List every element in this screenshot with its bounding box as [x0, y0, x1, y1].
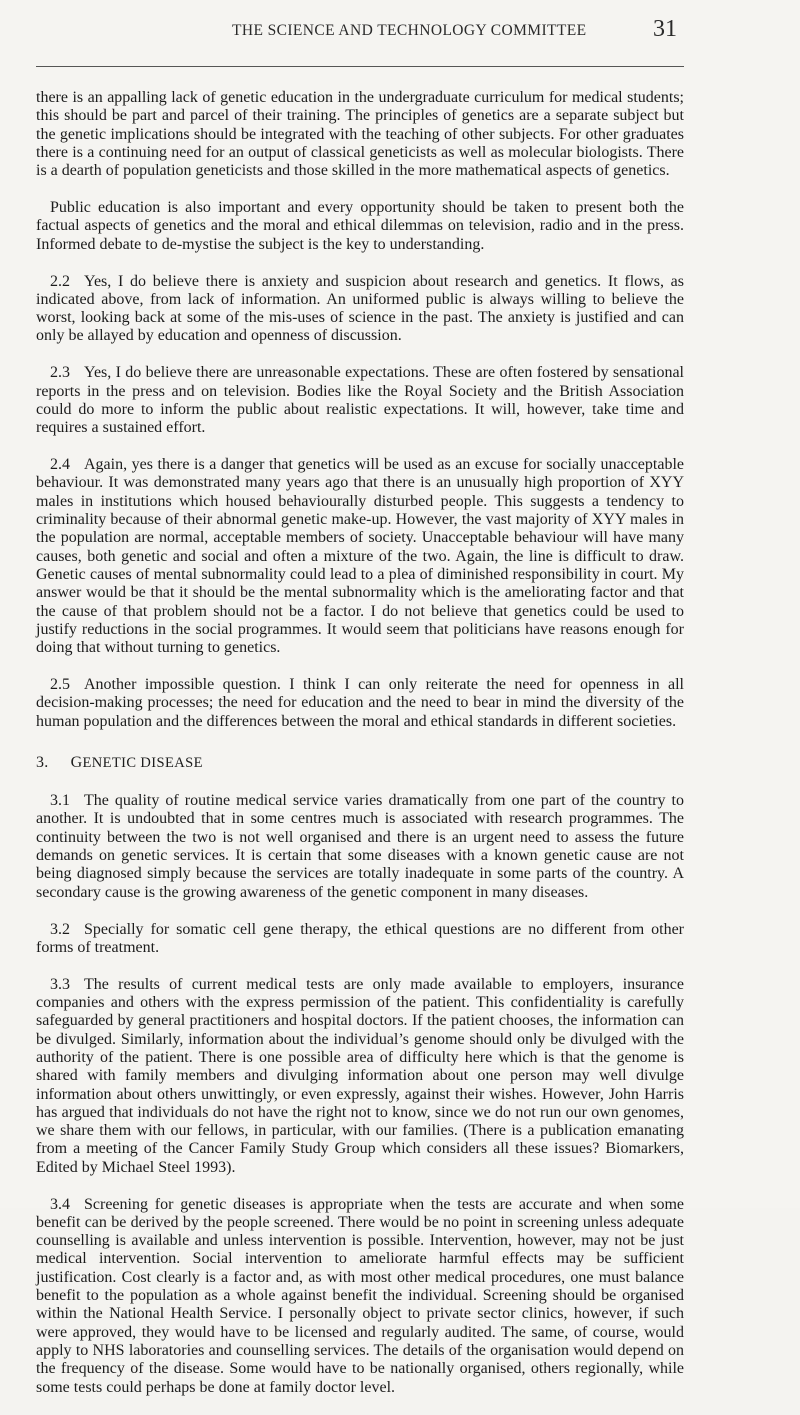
paragraph-number: 3.2 [50, 920, 70, 938]
section-title-initial: G [70, 753, 83, 771]
paragraph-2-4 [36, 456, 684, 657]
paragraph-text: Another impossible question. I think I can only reiterate the need for openness in all decision-making processes; the need for education and the need to bear in mind the diversity of the human population and the differences between the moral and ethical standards in different societies. [36, 675, 684, 730]
paragraph-public-education [36, 199, 684, 254]
section-number: 3. [36, 753, 49, 771]
paragraph-text: The quality of routine medical service varies dramatically from one part of the country to another. It is undoubted that in some centres much is associated with research programmes. The continuity between the two is not well organised and there is an urgent need to assess the future demands on genetic services. It is certain that some diseases with a known genetic cause are not being diagnosed simply because the services are totally inadequate in some parts of the country. A secondary cause is the growing awareness of the genetic component in many diseases. [36, 792, 684, 901]
paragraph-text: The results of current medical tests are only made available to employers, insurance companies and others with the express permission of the patient. This confidentiality is carefully safeguarded by general practitioners and hospital doctors. If the patient chooses, the information can be divulged. Similarly, information about the individual’s genome should only be divulged with the authority of the patient. There is one possible area of difficulty here which is that the genome is shared with family members and divulging information about one person may well divulge information about others unwittingly, or even expressly, against their wishes. However, John Harris has argued that individuals do not have the right not to know, since we do not run our own genomes, we share them with our fellows, in particular, with our families. (There is a publication emanating from a meeting of the Cancer Family Study Group which considers all these issues? Biomarkers, Edited by Michael Steel 1993). [36, 975, 684, 1176]
running-header [0, 18, 800, 46]
header-rule [36, 66, 684, 67]
paragraph-3-4 [36, 1196, 684, 1397]
paragraph-number: 3.3 [50, 975, 70, 993]
paragraph-2-5 [36, 676, 684, 731]
paragraph-text: Screening for genetic diseases is appropriate when the tests are accurate and when some benefit can be derived by the people screened. There would be no point in screening unless adequate counselling is available and unless intervention is possible. Intervention, however, may not be just medical intervention. Social intervention to ameliorate harmful effects may be sufficient justification. Cost clearly is a factor and, as with most other medical procedures, one must balance benefit to the population as a whole against benefit the individual. Screening should be organised within the National Health Service. I personally object to private sector clinics, however, if such were approved, they would have to be licensed and regularly audited. The same, of course, would apply to NHS laboratories and counselling services. The details of the organisation would depend on the frequency of the disease. Some would have to be nationally organised, others regionally, while some tests could perhaps be done at family doctor level. [36, 1195, 684, 1396]
paragraph-number: 2.3 [50, 364, 70, 382]
paragraph-intro: there is an appalling lack of genetic education in the undergraduate curriculum for medical students; this should be part and parcel of their training. The principles of genetics are a separate subject but the genetic implications should be integrated with the teaching of other subjects. For other graduates there is a continuing need for an output of classical geneticists as well as molecular biologists. There is a dearth of population geneticists and those skilled in the more mathematical aspects of genetics. [36, 89, 684, 180]
paragraph-number: 3.4 [50, 1195, 70, 1213]
running-title: THE SCIENCE AND TECHNOLOGY COMMITTEE [232, 22, 587, 39]
paragraph-3-2 [36, 921, 684, 958]
paragraph-number: 2.4 [50, 456, 70, 474]
paragraph-text: Specially for somatic cell gene therapy, the ethical questions are no different from other forms of treatment. [36, 920, 684, 956]
paragraph-text: Again, yes there is a danger that genetics will be used as an excuse for socially unacceptable behaviour. It was demonstrated many years ago that there is an unusually high proportion of XYY males in institutions which housed behaviourally disturbed people. This suggests a tendency to criminality because of their abnormal genetic make-up. However, the vast majority of XYY males in the population are normal, acceptable members of society. Unacceptable behaviour will have many causes, both genetic and social and often a mixture of the two. Again, the line is difficult to draw. Genetic causes of mental subnormality could lead to a plea of diminished responsibility in court. My answer would be that it should be the mental subnormality which is the ameliorating factor and that the cause of that problem should not be a factor. I do not believe that genetics could be used to justify reductions in the social programmes. It would seem that politicians have reasons enough for doing that without turning to genetics. [36, 456, 684, 657]
page-number: 31 [653, 16, 677, 42]
section-title-rest: ENETIC DISEASE [82, 754, 203, 771]
paragraph-text: Yes, I do believe there is anxiety and suspicion about research and genetics. It flows, as indicated above, from lack of information. An uniformed public is always willing to believe the worst, looking back at some of the mis-uses of science in the past. The anxiety is justified and can only be allayed by education and openness of discussion. [36, 272, 684, 345]
paragraph-number: 2.5 [50, 675, 70, 693]
paragraph-3-1 [36, 792, 684, 902]
paragraph-text: Yes, I do believe there are unreasonable expectations. These are often fostered by sensational reports in the press and on television. Bodies like the Royal Society and the British Association could do more to inform the public about realistic expectations. It will, however, take time and requires a sustained effort. [36, 364, 684, 437]
body-text [36, 89, 684, 1415]
paragraph-number: 2.2 [50, 272, 70, 290]
paragraph-number: 3.1 [50, 792, 70, 810]
paragraph-public-education-text: Public education is also important and every opportunity should be taken to present both the factual aspects of genetics and the moral and ethical dilemmas on television, radio and in the press. Informed debate to de-mystise the subject is the key to understanding. [36, 199, 684, 253]
section-heading-genetic-disease [36, 754, 684, 772]
paragraph-2-3 [36, 364, 684, 437]
paragraph-3-3 [36, 976, 684, 1177]
paragraph-2-2 [36, 273, 684, 346]
